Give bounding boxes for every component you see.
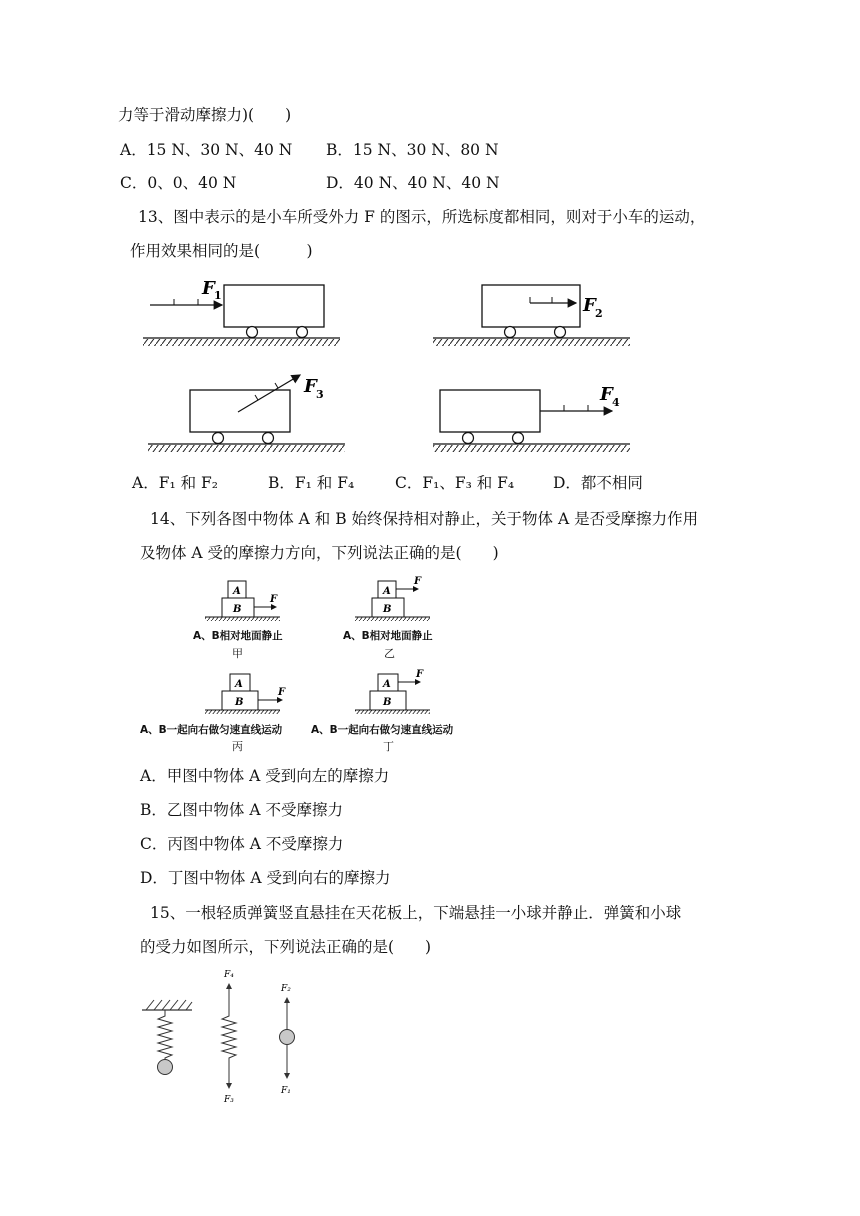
yi-b: B [383, 604, 392, 615]
spring-ball-system [142, 1000, 192, 1075]
bing-b: B [235, 697, 244, 708]
f4-label: F [600, 384, 613, 405]
q14-name-bing: 丙 [232, 740, 243, 753]
q13-option-d: D．都不相同 [553, 474, 643, 492]
q14-caption-ding: A、B一起向右做匀速直线运动 [311, 724, 454, 736]
q13-option-c: C．F₁、F₃ 和 F₄ [395, 474, 515, 492]
q14-option-c: C．丙图中物体 A 不受摩擦力 [140, 835, 344, 853]
ding-f: F [416, 669, 424, 680]
f4-sub: 4 [612, 396, 620, 409]
q14-caption-bing: A、B一起向右做匀速直线运动 [140, 724, 283, 736]
bing-f: F [278, 687, 286, 698]
ball-f1-label: F₁ [281, 1086, 291, 1096]
q14-option-d: D．丁图中物体 A 受到向右的摩擦力 [140, 869, 391, 887]
q12-option-b: B．15 N、30 N、80 N [326, 141, 499, 159]
ding-a: A [383, 679, 391, 690]
q14-caption-jia: A、B相对地面静止 [193, 630, 283, 642]
q13-option-a: A．F₁ 和 F₂ [132, 474, 218, 492]
yi-a: A [383, 586, 391, 597]
jia-b: B [233, 604, 242, 615]
yi-f: F [414, 576, 422, 587]
q13-option-b: B．F₁ 和 F₄ [268, 474, 355, 492]
ding-b: B [383, 697, 392, 708]
q14-caption-yi: A、B相对地面静止 [343, 630, 433, 642]
bing-a: A [235, 679, 243, 690]
q13-stem-line2: 作用效果相同的是( ) [130, 242, 313, 260]
f3-label: F [304, 376, 317, 397]
q15-stem-line1: 15、一根轻质弹簧竖直悬挂在天花板上，下端悬挂一小球并静止．弹簧和小球 [150, 904, 682, 922]
f2-sub: 2 [595, 307, 603, 320]
f1-sub: 1 [214, 289, 222, 302]
ball-forces [280, 984, 295, 1096]
jia-f: F [270, 594, 278, 605]
f1-label: F [202, 278, 215, 299]
q14-name-ding: 丁 [383, 740, 394, 753]
q14-name-yi: 乙 [384, 647, 395, 660]
spring-f3-label: F₃ [224, 1095, 234, 1105]
q14-option-b: B．乙图中物体 A 不受摩擦力 [140, 801, 343, 819]
q14-stem-line2: 及物体 A 受的摩擦力方向，下列说法正确的是( ) [140, 544, 499, 562]
q13-stem-line1: 13、图中表示的是小车所受外力 F 的图示，所选标度都相同，则对于小车的运动， [138, 208, 706, 226]
q14-stem-line1: 14、下列各图中物体 A 和 B 始终保持相对静止，关于物体 A 是否受摩擦力作用 [150, 510, 699, 528]
ball-f2-label: F₂ [281, 984, 291, 994]
jia-a: A [233, 586, 241, 597]
q14-name-jia: 甲 [232, 647, 243, 660]
q14-option-a: A．甲图中物体 A 受到向左的摩擦力 [140, 767, 390, 785]
q15-stem-line2: 的受力如图所示，下列说法正确的是( ) [140, 938, 432, 956]
q12-text-tail: 力等于滑动摩擦力)( ) [118, 106, 292, 124]
f2-label: F [583, 295, 596, 316]
q12-option-c: C．0、0、40 N [120, 174, 237, 192]
spring-f4-label: F₄ [224, 970, 234, 980]
q12-option-a: A．15 N、30 N、40 N [120, 141, 293, 159]
f3-sub: 3 [316, 388, 324, 401]
q12-option-d: D．40 N、40 N、40 N [326, 174, 500, 192]
spring-forces [222, 970, 236, 1105]
